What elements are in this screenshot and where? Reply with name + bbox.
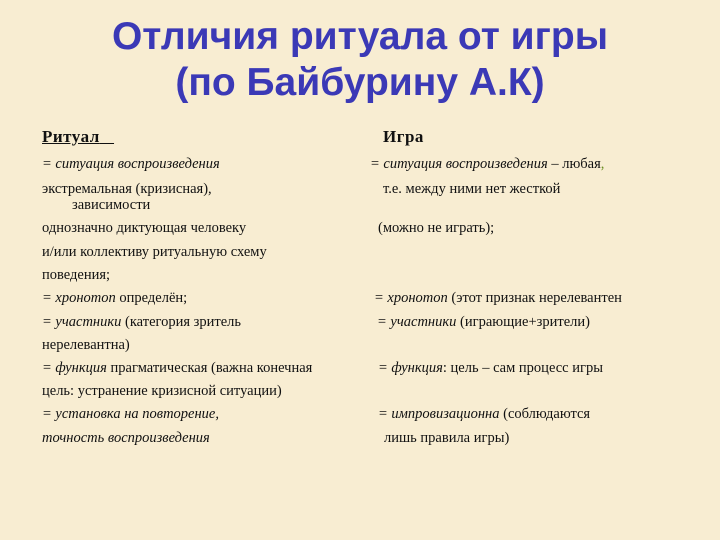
game-function-text: : цель – сам процесс игры bbox=[442, 360, 603, 376]
ritual-participants-text: (категория зритель bbox=[121, 314, 242, 330]
game-line-2-cont: зависимости bbox=[72, 197, 151, 213]
ritual-line-2: экстремальная (кризисная), bbox=[42, 181, 212, 197]
ritual-line-12: точность воспроизведения bbox=[42, 430, 210, 446]
ritual-chronotope-term: = хронотоп bbox=[42, 290, 116, 306]
ritual-function-text: прагматическая (важна конечная bbox=[106, 360, 313, 376]
ritual-line-6 bbox=[42, 289, 187, 307]
game-line-6 bbox=[378, 359, 603, 377]
ritual-header-text: Ритуал bbox=[42, 127, 100, 146]
game-line-7 bbox=[378, 405, 590, 423]
ritual-function-term: = функция bbox=[42, 360, 107, 376]
game-chronotope-term: = хронотоп bbox=[374, 290, 448, 306]
game-line-8: лишь правила игры) bbox=[384, 430, 510, 446]
ritual-header-trail bbox=[100, 127, 114, 146]
ritual-participants-term: = участники bbox=[42, 314, 122, 330]
ritual-line-11: = установка на повторение, bbox=[42, 406, 219, 422]
game-situation-term: = ситуация воспроизведения bbox=[370, 156, 548, 172]
ritual-line-10: цель: устранение кризисной ситуации) bbox=[42, 383, 282, 399]
game-participants-text: (играющие+зрители) bbox=[456, 314, 590, 330]
ritual-header bbox=[42, 128, 114, 146]
ritual-line-8: нерелевантна) bbox=[42, 337, 130, 353]
game-line-2: т.е. между ними нет жесткой bbox=[383, 181, 561, 197]
title-line-1: Отличия ритуала от игры bbox=[111, 15, 609, 58]
game-situation-comma: , bbox=[600, 156, 605, 172]
ritual-line-4: и/или коллективу ритуальную схему bbox=[42, 244, 267, 260]
game-line-5 bbox=[377, 313, 590, 331]
game-line-4 bbox=[374, 289, 622, 307]
ritual-line-9 bbox=[42, 359, 312, 377]
game-line-1 bbox=[370, 155, 604, 173]
ritual-line-5: поведения; bbox=[42, 267, 111, 283]
ritual-line-1: = ситуация воспроизведения bbox=[42, 156, 220, 172]
ritual-line-7 bbox=[42, 313, 241, 331]
ritual-line-3: однозначно диктующая человеку bbox=[42, 220, 247, 236]
game-improvisation-term: = импровизационна bbox=[378, 406, 500, 422]
slide-title bbox=[0, 14, 720, 106]
game-situation-text: – любая bbox=[547, 156, 601, 172]
ritual-chronotope-text: определён; bbox=[115, 290, 188, 306]
game-improvisation-text: (соблюдаются bbox=[499, 406, 591, 422]
game-participants-term: = участники bbox=[377, 314, 457, 330]
title-line-2: (по Байбурину А.К) bbox=[175, 61, 545, 104]
game-function-term: = функция bbox=[378, 360, 443, 376]
game-line-3: (можно не играть); bbox=[378, 220, 495, 236]
game-header: Игра bbox=[383, 127, 424, 146]
game-chronotope-text: (этот признак нерелевантен bbox=[447, 290, 622, 306]
